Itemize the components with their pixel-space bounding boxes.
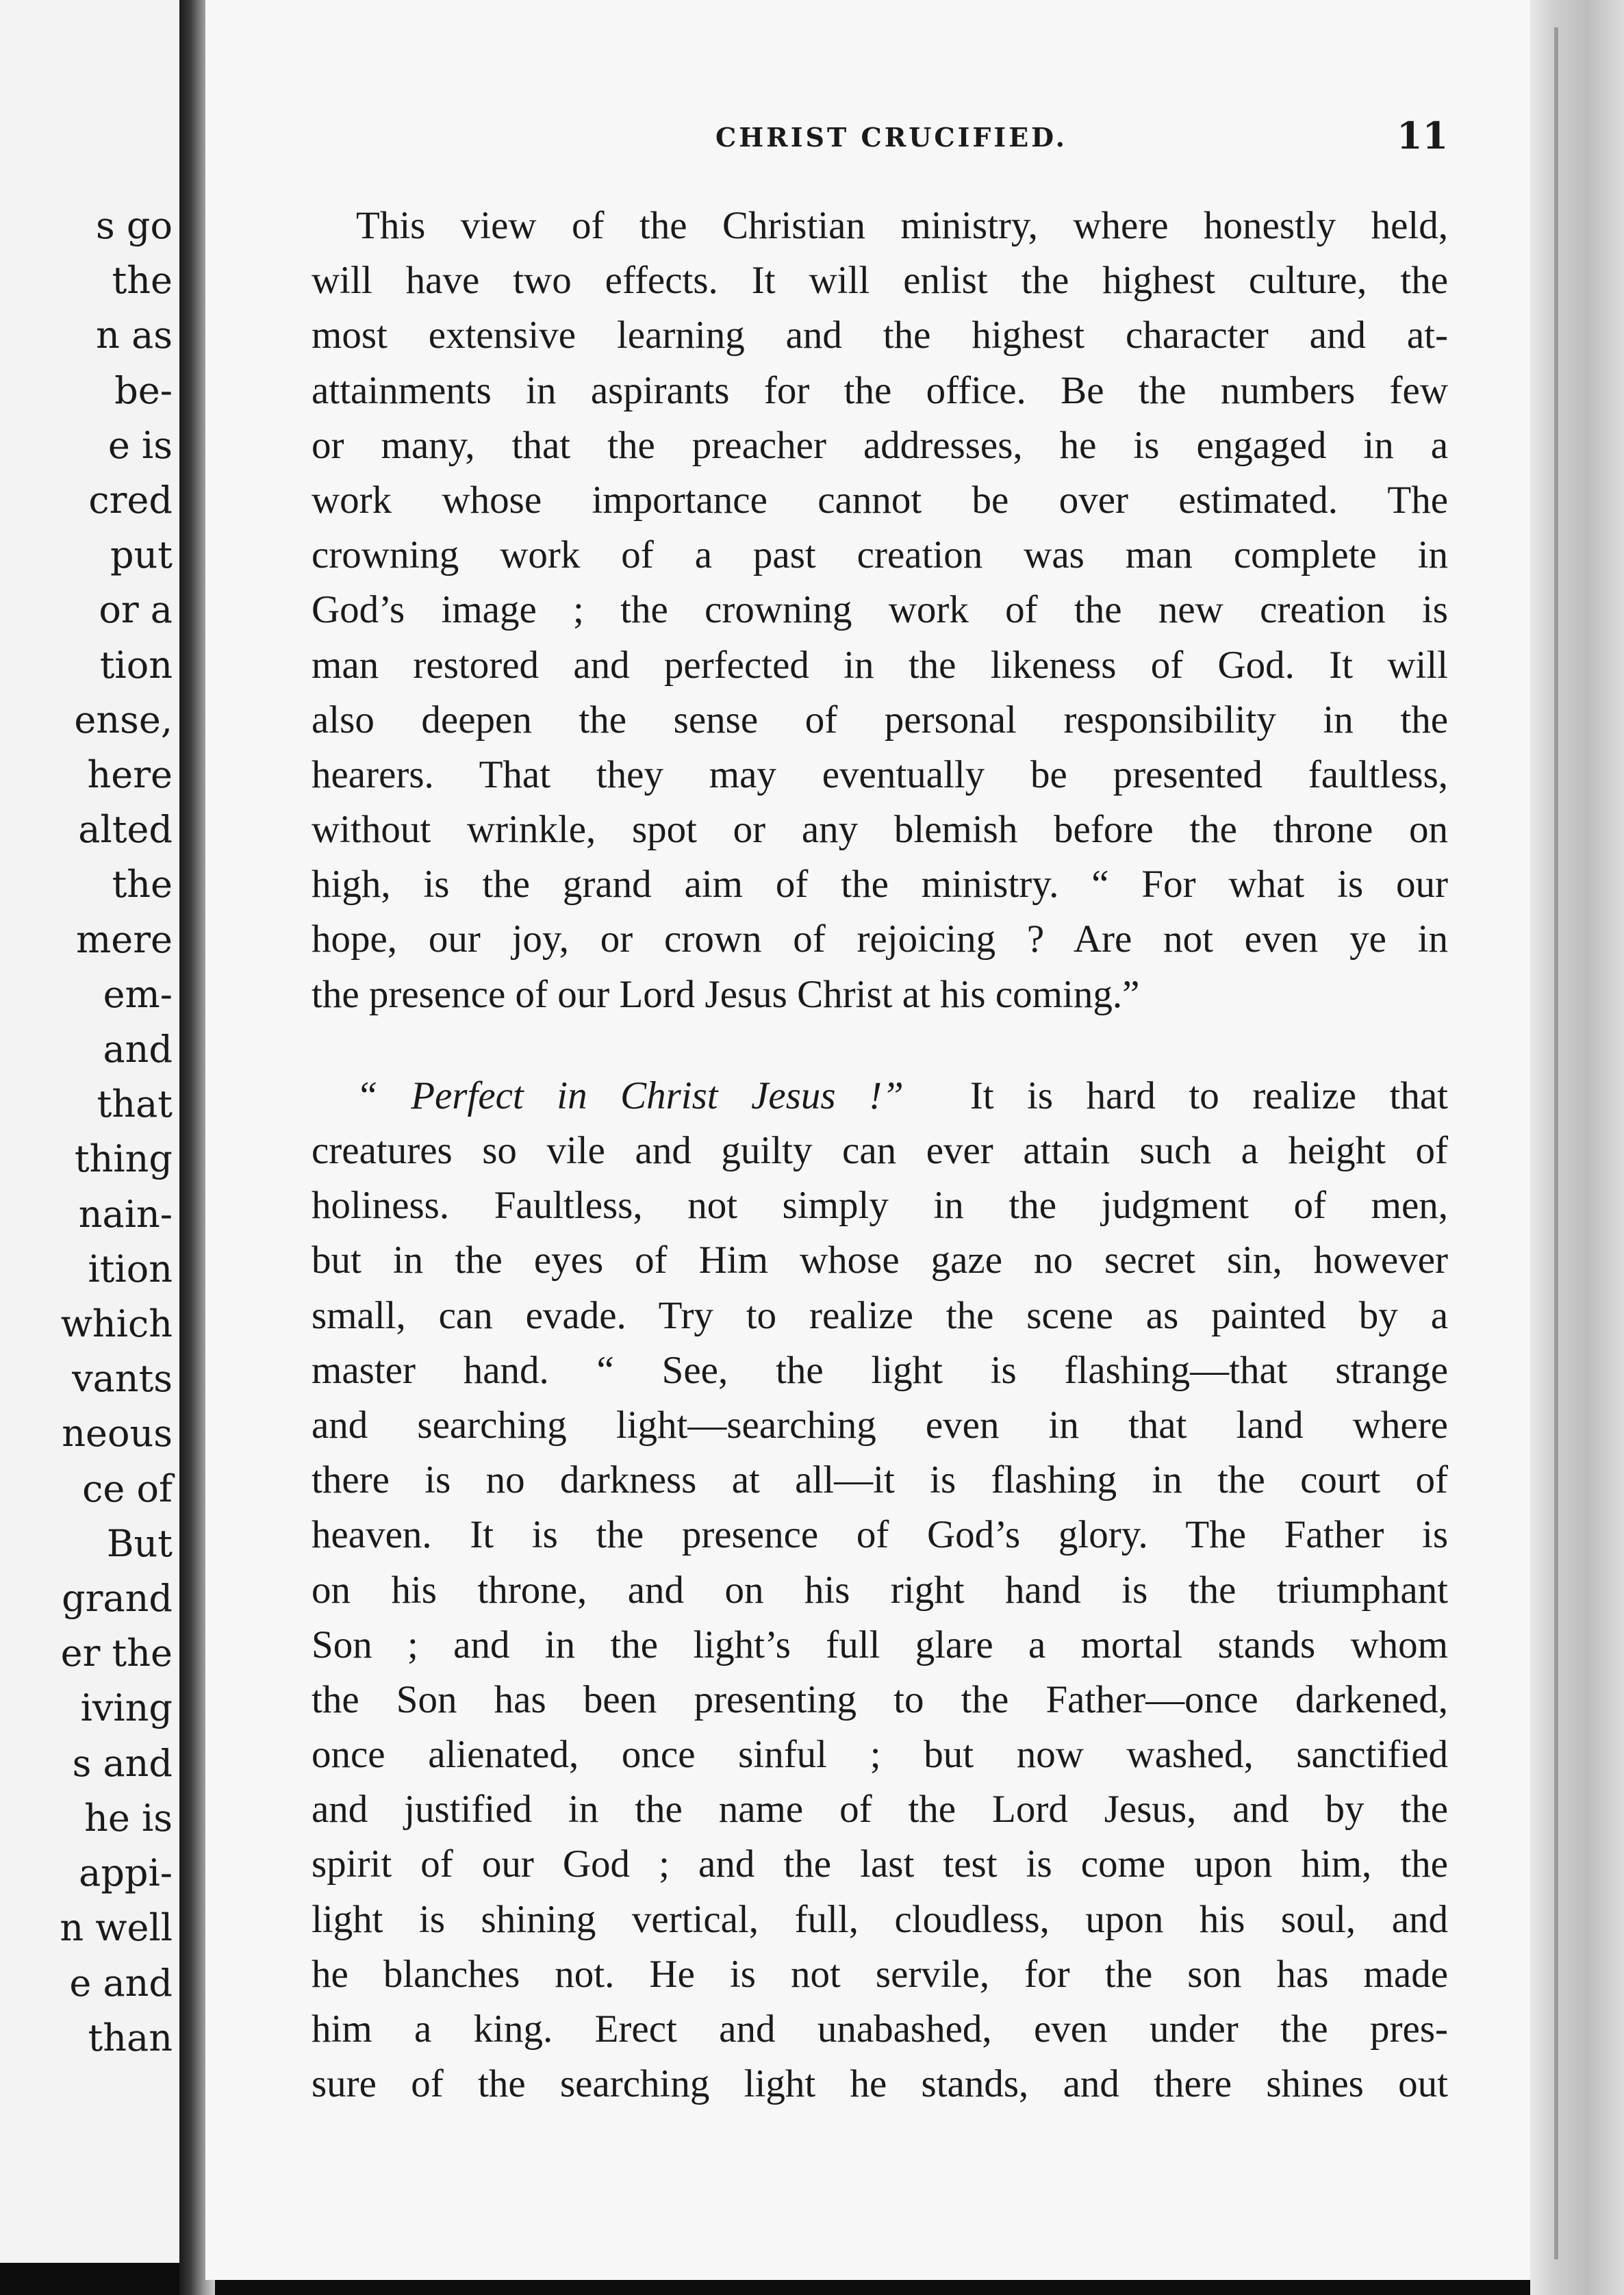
text-line: once alienated, once sinful ; but now washed, sanctified: [312, 1733, 1448, 1777]
text-line: but in the eyes of Him whose gaze no secret sin, however: [312, 1239, 1448, 1282]
previous-page-line: iving: [80, 1686, 173, 1730]
text-line: God’s image ; the crowning work of the new creation is: [312, 588, 1448, 632]
text-line: or many, that the preacher addresses, he is engaged in a: [312, 423, 1448, 467]
text-line: most extensive learning and the highest character and at-: [312, 314, 1448, 357]
previous-page-line: s and: [72, 1741, 173, 1785]
previous-page-line: nain-: [78, 1192, 173, 1236]
previous-page-strip: [0, 0, 183, 2263]
running-head: CHRIST CRUCIFIED.: [715, 122, 1067, 153]
previous-page-line: he is: [84, 1796, 173, 1840]
previous-page-line: cred: [88, 479, 173, 522]
text-line: man restored and perfected in the likeness of God. It will: [312, 643, 1448, 687]
previous-page-line: s go: [96, 204, 173, 247]
previous-page-line: the: [112, 259, 173, 303]
text-line: hope, our joy, or crown of rejoicing ? Are not even ye in: [312, 917, 1448, 961]
body-text: [312, 199, 1448, 2112]
text-line: high, is the grand aim of the ministry. “ For what is our: [312, 863, 1448, 906]
previous-page-line: ition: [88, 1247, 173, 1291]
text-line: without wrinkle, spot or any blemish before the throne on: [312, 808, 1448, 852]
text-line: heaven. It is the presence of God’s glory. The Father is: [312, 1513, 1448, 1557]
text-line: there is no darkness at all—it is flashing in the court of: [312, 1458, 1448, 1502]
text-line: spirit of our God ; and the last test is come upon him, the: [312, 1842, 1448, 1886]
italic-quote: “ Perfect in Christ Jesus !”: [356, 1074, 904, 1117]
text-line: This view of the Christian ministry, where honestly held,: [356, 204, 1448, 247]
previous-page-line: thing: [74, 1137, 173, 1181]
previous-page-line: n as: [96, 314, 173, 357]
previous-page-line: e is: [107, 423, 173, 467]
text-line: and justified in the name of the Lord Jesus, and by the: [312, 1788, 1448, 1831]
text-line: him a king. Erect and unabashed, even under the pres-: [312, 2007, 1448, 2051]
text-line: small, can evade. Try to realize the scene as painted by a: [312, 1293, 1448, 1337]
text-line: will have two effects. It will enlist the highest culture, the: [312, 259, 1448, 303]
previous-page-line: e and: [69, 1961, 173, 2005]
text-line: also deepen the sense of personal responsibility in the: [312, 698, 1448, 741]
paragraph-1: [312, 199, 1448, 1022]
text-line: Son ; and in the light’s full glare a mortal stands whom: [312, 1623, 1448, 1666]
previous-page-text: [0, 199, 179, 2066]
previous-page-line: But: [106, 1521, 173, 1565]
previous-page-line: em-: [103, 972, 173, 1016]
text-line: the Son has been presenting to the Father—once darkened,: [312, 1677, 1448, 1721]
paragraph-2: [312, 1069, 1448, 2112]
previous-page-line: or a: [99, 588, 173, 632]
previous-page-line: er the: [60, 1632, 173, 1675]
text-line: [312, 1069, 1448, 1124]
text-line: attainments in aspirants for the office. Be the numbers few: [312, 368, 1448, 412]
text-line: holiness. Faultless, not simply in the judgment of men,: [312, 1184, 1448, 1228]
previous-page-line: ce of: [82, 1467, 173, 1510]
text-line: on his throne, and on his right hand is the triumphant: [312, 1568, 1448, 1612]
previous-page-line: the: [112, 863, 173, 906]
previous-page-line: neous: [62, 1412, 173, 1456]
previous-page-line: put: [110, 533, 173, 577]
previous-page-line: appi-: [79, 1851, 173, 1895]
previous-page-line: tion: [99, 643, 173, 687]
text-line: light is shining vertical, full, cloudless, upon his soul, and: [312, 1897, 1448, 1941]
previous-page-line: mere: [76, 917, 173, 961]
text-line: the presence of our Lord Jesus Christ at his coming.”: [312, 972, 1140, 1016]
text-line: work whose importance cannot be over estimated. The: [312, 478, 1448, 522]
previous-page-line: and: [103, 1028, 173, 1072]
text-line: sure of the searching light he stands, and there shines out: [312, 2062, 1448, 2106]
page-edge: [1530, 0, 1624, 2295]
previous-page-line: than: [88, 2016, 173, 2059]
text-line: hearers. That they may eventually be presented faultless,: [312, 752, 1448, 796]
text-fragment: It is hard to realize that: [969, 1074, 1449, 1117]
previous-page-line: grand: [62, 1577, 173, 1621]
text-line: creatures so vile and guilty can ever attain such a height of: [312, 1129, 1448, 1172]
text-line: crowning work of a past creation was man complete in: [312, 533, 1448, 577]
page-number: 11: [1397, 114, 1449, 157]
previous-page-line: vants: [72, 1357, 173, 1401]
previous-page-line: here: [87, 753, 173, 797]
previous-page-line: n well: [60, 1906, 173, 1950]
text-line: he blanches not. He is not servile, for the son has made: [312, 1952, 1448, 1996]
text-line: master hand. “ See, the light is flashing—that strange: [312, 1348, 1448, 1392]
previous-page-line: that: [97, 1082, 173, 1126]
previous-page-line: which: [60, 1302, 173, 1346]
previous-page-line: alted: [78, 808, 173, 852]
previous-page-line: be-: [114, 368, 173, 412]
text-line: and searching light—searching even in that land where: [312, 1403, 1448, 1447]
previous-page-line: ense,: [74, 698, 173, 741]
page-edge-shadow: [1554, 27, 1558, 2259]
